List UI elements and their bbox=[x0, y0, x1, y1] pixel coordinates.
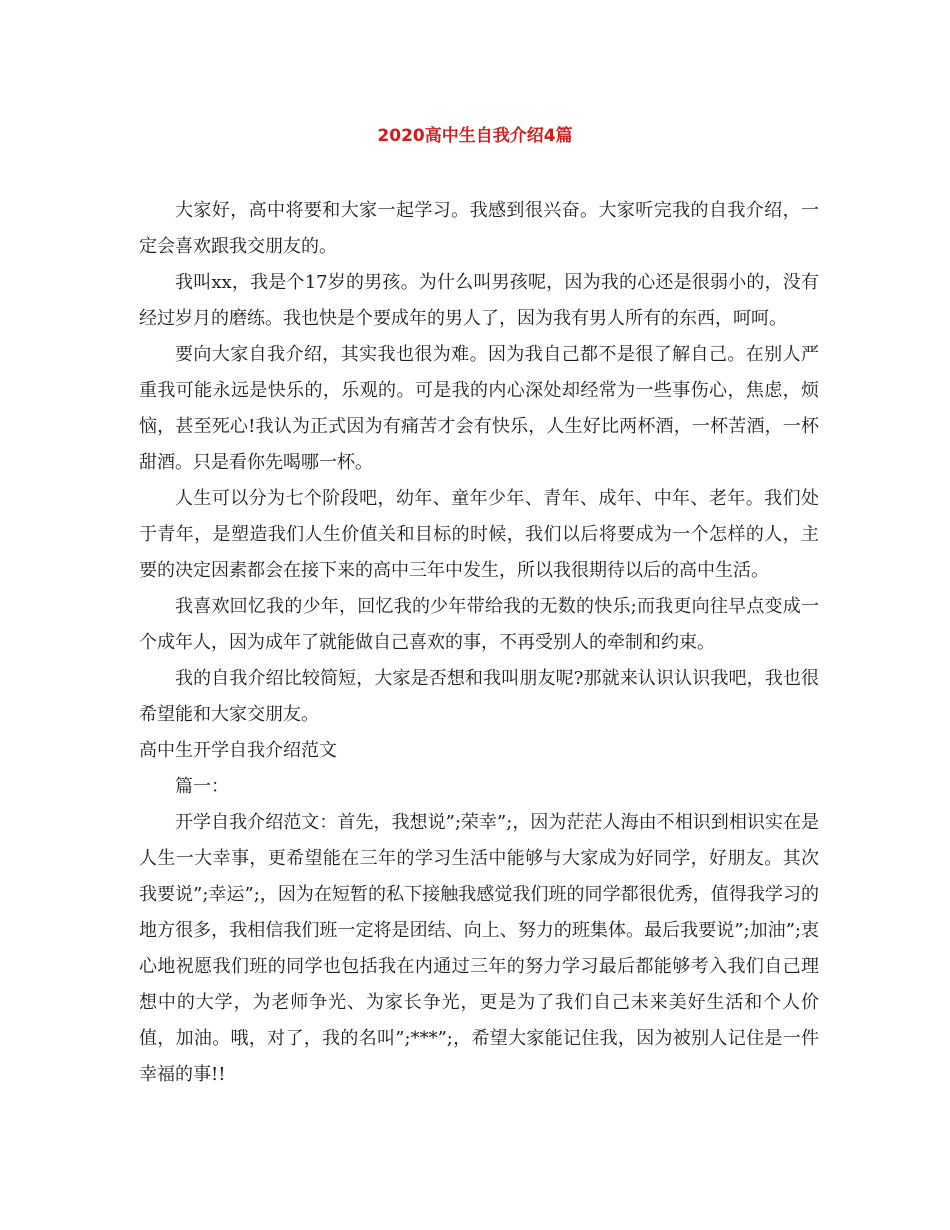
section-heading: 高中生开学自我介绍范文 bbox=[139, 740, 337, 761]
paragraph-life-stages: 人生可以分为七个阶段吧，幼年、童年少年、青年、成年、中年、老年。我们处于青年，是塑造我们人生价值关和目标的时候，我们以后将要成为一个怎样的人，主要的决定因素都会在接下来的高中三年中发生，所以我很期待以后的高中生活。 bbox=[139, 488, 819, 581]
document-title: 2020高中生自我介绍4篇 bbox=[377, 126, 573, 146]
paragraph-sample-essay: 开学自我介绍范文：首先，我想说”;荣幸”;，因为茫茫人海由不相识到相识实在是人生一大幸事，更希望能在三年的学习生活中能够与大家成为好同学，好朋友。其次我要说”;幸运”;，因为在短暂的私下接触我感觉我们班的同学都很优秀，值得我学习的地方很多，我相信我们班一定将是团结、向上、努力的班集体。最后我要说”;加油”;衷心地祝愿我们班的同学也包括我在内通过三年的努力学习最后都能够考入我们自己理想中的大学，为老师争光、为家长争光，更是为了我们自己未来美好生活和个人价值，加油。哦，对了，我的名叫”;***”;，希望大家能记住我，因为被别人记住是一件幸福的事!! bbox=[139, 812, 819, 1085]
paragraph-closing: 我的自我介绍比较简短，大家是否想和我叫朋友呢?那就来认识认识我吧，我也很希望能和大家交朋友。 bbox=[139, 668, 819, 725]
paragraph-name-age: 我叫xx，我是个17岁的男孩。为什么叫男孩呢，因为我的心还是很弱小的，没有经过岁月的磨练。我也快是个要成年的男人了，因为我有男人所有的东西，呵呵。 bbox=[139, 272, 819, 329]
paragraph-self-view: 要向大家自我介绍，其实我也很为难。因为我自己都不是很了解自己。在别人严重我可能永远是快乐的，乐观的。可是我的内心深处却经常为一些事伤心，焦虑，烦恼，甚至死心!我认为正式因为有痛苦才会有快乐，人生好比两杯酒，一杯苦酒，一杯甜酒。只是看你先喝哪一杯。 bbox=[139, 344, 819, 473]
article-label: 篇一： bbox=[175, 776, 229, 797]
document-body bbox=[139, 193, 819, 1093]
paragraph-childhood: 我喜欢回忆我的少年，回忆我的少年带给我的无数的快乐;而我更向往早点变成一个成年人，因为成年了就能做自己喜欢的事，不再受别人的牵制和约束。 bbox=[139, 596, 819, 653]
paragraph-greeting: 大家好，高中将要和大家一起学习。我感到很兴奋。大家听完我的自我介绍，一定会喜欢跟我交朋友的。 bbox=[139, 200, 819, 257]
